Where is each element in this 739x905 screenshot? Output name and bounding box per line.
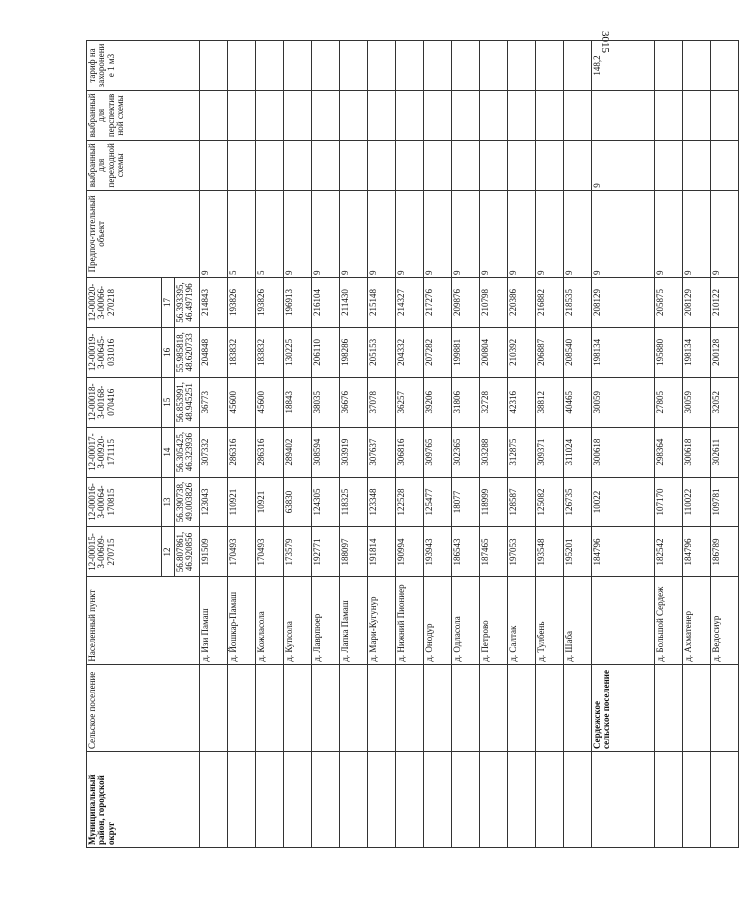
cell-distance: 110022 [683, 477, 711, 527]
table-row [396, 41, 424, 848]
header-municipal: Муниципальный район, городской округ [87, 751, 200, 847]
cell-preferred: 9 [312, 190, 340, 277]
header-tariff: тариф на захоронение 1 м3 [87, 41, 200, 91]
cell-preferred: 9 [424, 190, 452, 277]
cell-perspective [711, 90, 739, 140]
cell-distance: 303919 [340, 427, 368, 477]
cell-distance: 193826 [256, 278, 284, 328]
cell-distance: 38035 [312, 377, 340, 427]
cell-municipal [480, 751, 508, 847]
cell-tariff [228, 41, 256, 91]
cell-municipal [564, 751, 592, 847]
cell-perspective [480, 90, 508, 140]
cell-tariff [340, 41, 368, 91]
cell-distance: 118999 [480, 477, 508, 527]
cell-distance: 216882 [536, 278, 564, 328]
cell-distance: 107170 [655, 477, 683, 527]
cell-distance: 118325 [340, 477, 368, 527]
cell-preferred: 9 [564, 190, 592, 277]
cell-distance: 30059 [592, 377, 655, 427]
table-row [340, 41, 368, 848]
cell-perspective [655, 90, 683, 140]
cell-distance: 10921 [256, 477, 284, 527]
cell-distance: 191509 [200, 527, 228, 577]
cell-distance: 205153 [368, 327, 396, 377]
header-object-id: 12-00017-З-00920-171115 [87, 427, 162, 477]
cell-municipal [284, 751, 312, 847]
cell-settlement [368, 664, 396, 751]
cell-perspective [592, 90, 655, 140]
cell-place: д. Мари-Кугунур [368, 577, 396, 664]
cell-distance: 210392 [508, 327, 536, 377]
cell-place: д. Ахматенер [683, 577, 711, 664]
cell-place: д. Тулбень [536, 577, 564, 664]
cell-tariff [452, 41, 480, 91]
cell-distance: 125082 [536, 477, 564, 527]
cell-distance: 183832 [256, 327, 284, 377]
cell-distance: 309765 [424, 427, 452, 477]
cell-municipal [683, 751, 711, 847]
cell-tariff [368, 41, 396, 91]
cell-place: д. Изи Памаш [200, 577, 228, 664]
cell-perspective [424, 90, 452, 140]
cell-distance: 123043 [200, 477, 228, 527]
cell-distance: 187465 [480, 527, 508, 577]
cell-perspective [536, 90, 564, 140]
header-object-number: 13 [162, 477, 175, 527]
cell-distance: 186789 [711, 527, 739, 577]
cell-place: д. Ведосиур [711, 577, 739, 664]
header-object-id: 12-00018-З-00168-070416 [87, 377, 162, 427]
cell-tariff [200, 41, 228, 91]
cell-distance: 42316 [508, 377, 536, 427]
cell-distance: 188097 [340, 527, 368, 577]
cell-transitional: 9 [592, 140, 655, 190]
cell-preferred: 9 [200, 190, 228, 277]
cell-perspective [452, 90, 480, 140]
cell-distance: 208129 [683, 278, 711, 328]
cell-distance: 211430 [340, 278, 368, 328]
header-object-id: 12-00019-З-00645-031016 [87, 327, 162, 377]
cell-distance: 63830 [284, 477, 312, 527]
cell-distance: 205875 [655, 278, 683, 328]
cell-preferred: 9 [452, 190, 480, 277]
cell-preferred: 9 [368, 190, 396, 277]
cell-distance: 182542 [655, 527, 683, 577]
table-row [228, 41, 256, 848]
cell-transitional [200, 140, 228, 190]
cell-transitional [312, 140, 340, 190]
cell-distance: 184796 [592, 527, 655, 577]
cell-perspective [340, 90, 368, 140]
cell-distance: 198286 [340, 327, 368, 377]
cell-transitional [683, 140, 711, 190]
cell-distance: 218535 [564, 278, 592, 328]
cell-distance: 32052 [711, 377, 739, 427]
header-place: Населенный пункт [87, 577, 200, 664]
header-object-id: 12-00020-З-00066-270218 [87, 278, 162, 328]
cell-transitional [480, 140, 508, 190]
cell-settlement [655, 664, 683, 751]
table-row [256, 41, 284, 848]
cell-distance: 36257 [396, 377, 424, 427]
cell-distance: 193548 [536, 527, 564, 577]
table-row [536, 41, 564, 848]
cell-distance: 110921 [228, 477, 256, 527]
cell-distance: 32728 [480, 377, 508, 427]
table-row [200, 41, 228, 848]
cell-transitional [508, 140, 536, 190]
table-row [452, 41, 480, 848]
cell-perspective [200, 90, 228, 140]
cell-distance: 186543 [452, 527, 480, 577]
cell-distance: 300618 [683, 427, 711, 477]
cell-distance: 307332 [200, 427, 228, 477]
cell-perspective [284, 90, 312, 140]
cell-settlement [340, 664, 368, 751]
cell-perspective [564, 90, 592, 140]
header-transitional: выбранный для переходной схемы [87, 140, 200, 190]
cell-place [592, 577, 655, 664]
cell-place: д. Лаврпюер [312, 577, 340, 664]
cell-place: д. Петрово [480, 577, 508, 664]
cell-distance: 200128 [711, 327, 739, 377]
cell-distance: 193943 [424, 527, 452, 577]
cell-distance: 10022 [592, 477, 655, 527]
header-object-number: 16 [162, 327, 175, 377]
cell-distance: 300618 [592, 427, 655, 477]
cell-preferred: 9 [284, 190, 312, 277]
cell-place: д. Купсола [284, 577, 312, 664]
cell-municipal [228, 751, 256, 847]
cell-distance: 302365 [452, 427, 480, 477]
cell-settlement [424, 664, 452, 751]
cell-distance: 312875 [508, 427, 536, 477]
header-object-coords: 56.390738, 49.003826 [175, 477, 200, 527]
table-row [564, 41, 592, 848]
cell-preferred: 5 [256, 190, 284, 277]
cell-distance: 18077 [452, 477, 480, 527]
cell-tariff: 148,2 [592, 41, 655, 91]
cell-transitional [452, 140, 480, 190]
cell-distance: 298364 [655, 427, 683, 477]
cell-municipal [452, 751, 480, 847]
cell-perspective [368, 90, 396, 140]
cell-distance: 195880 [655, 327, 683, 377]
cell-distance: 206110 [312, 327, 340, 377]
cell-place: д. Лапка Памаш [340, 577, 368, 664]
header-row-ids [87, 41, 162, 848]
cell-settlement [683, 664, 711, 751]
cell-distance: 209876 [452, 278, 480, 328]
cell-distance: 195201 [564, 527, 592, 577]
header-object-coords: 56.305425, 46.323936 [175, 427, 200, 477]
cell-distance: 198134 [683, 327, 711, 377]
cell-distance: 210122 [711, 278, 739, 328]
cell-distance: 38812 [536, 377, 564, 427]
header-settlement: Сельское поселение [87, 664, 200, 751]
cell-municipal [655, 751, 683, 847]
cell-tariff [536, 41, 564, 91]
cell-municipal [368, 751, 396, 847]
cell-perspective [683, 90, 711, 140]
cell-place: д. Шаба [564, 577, 592, 664]
cell-tariff [396, 41, 424, 91]
cell-transitional [711, 140, 739, 190]
cell-settlement: Сердежское сельское поселение [592, 664, 655, 751]
table-row [284, 41, 312, 848]
cell-distance: 130225 [284, 327, 312, 377]
cell-distance: 123348 [368, 477, 396, 527]
cell-municipal [200, 751, 228, 847]
cell-distance: 192771 [312, 527, 340, 577]
header-object-coords: 56.807861, 46.920856 [175, 527, 200, 577]
cell-tariff [655, 41, 683, 91]
cell-place: д. Одласола [452, 577, 480, 664]
cell-perspective [256, 90, 284, 140]
cell-distance: 214327 [396, 278, 424, 328]
cell-tariff [480, 41, 508, 91]
cell-settlement [200, 664, 228, 751]
cell-transitional [424, 140, 452, 190]
cell-municipal [256, 751, 284, 847]
cell-distance: 214843 [200, 278, 228, 328]
cell-distance: 289402 [284, 427, 312, 477]
cell-settlement [452, 664, 480, 751]
distance-table [86, 40, 739, 848]
table-row [424, 41, 452, 848]
cell-place: д. Онодур [424, 577, 452, 664]
cell-settlement [711, 664, 739, 751]
cell-distance: 216104 [312, 278, 340, 328]
cell-municipal [424, 751, 452, 847]
cell-preferred: 9 [480, 190, 508, 277]
cell-distance: 199881 [452, 327, 480, 377]
cell-distance: 126735 [564, 477, 592, 527]
cell-distance: 170493 [256, 527, 284, 577]
cell-settlement [480, 664, 508, 751]
cell-perspective [396, 90, 424, 140]
page-number: 3015 [599, 31, 611, 53]
cell-transitional [340, 140, 368, 190]
table-body [87, 41, 739, 848]
cell-distance: 217276 [424, 278, 452, 328]
header-object-coords: 55.985818, 48.620733 [175, 327, 200, 377]
table-row [592, 41, 655, 848]
cell-preferred: 9 [508, 190, 536, 277]
cell-settlement [564, 664, 592, 751]
header-object-id: 12-00016-З-00064-170815 [87, 477, 162, 527]
cell-municipal [592, 751, 655, 847]
cell-distance: 109781 [711, 477, 739, 527]
cell-tariff [284, 41, 312, 91]
cell-preferred: 9 [396, 190, 424, 277]
header-preferred: Предпоч-тительный объект [87, 190, 200, 277]
cell-municipal [340, 751, 368, 847]
cell-distance: 124305 [312, 477, 340, 527]
cell-tariff [508, 41, 536, 91]
cell-tariff [424, 41, 452, 91]
cell-distance: 308594 [312, 427, 340, 477]
cell-transitional [284, 140, 312, 190]
cell-distance: 200804 [480, 327, 508, 377]
cell-distance: 204848 [200, 327, 228, 377]
table-row [683, 41, 711, 848]
header-object-number: 12 [162, 527, 175, 577]
cell-distance: 45600 [228, 377, 256, 427]
cell-distance: 40465 [564, 377, 592, 427]
cell-distance: 125477 [424, 477, 452, 527]
cell-distance: 204332 [396, 327, 424, 377]
header-object-id: 12-00015-З-00609-270715 [87, 527, 162, 577]
cell-settlement [508, 664, 536, 751]
cell-tariff [564, 41, 592, 91]
cell-distance: 27805 [655, 377, 683, 427]
cell-municipal [711, 751, 739, 847]
cell-municipal [396, 751, 424, 847]
cell-distance: 311024 [564, 427, 592, 477]
cell-transitional [564, 140, 592, 190]
cell-transitional [256, 140, 284, 190]
cell-place: д. Салтак [508, 577, 536, 664]
cell-distance: 208129 [592, 278, 655, 328]
cell-tariff [683, 41, 711, 91]
header-object-coords: 56.393395, 46.497196 [175, 278, 200, 328]
cell-transitional [536, 140, 564, 190]
table-row [655, 41, 683, 848]
header-object-number: 14 [162, 427, 175, 477]
cell-perspective [508, 90, 536, 140]
cell-distance: 193826 [228, 278, 256, 328]
cell-tariff [711, 41, 739, 91]
cell-distance: 215148 [368, 278, 396, 328]
cell-settlement [396, 664, 424, 751]
cell-preferred: 9 [592, 190, 655, 277]
cell-distance: 122528 [396, 477, 424, 527]
cell-distance: 286316 [228, 427, 256, 477]
header-object-coords: 56.853991, 48.945251 [175, 377, 200, 427]
cell-settlement [256, 664, 284, 751]
cell-preferred: 9 [536, 190, 564, 277]
table-row [368, 41, 396, 848]
cell-distance: 183832 [228, 327, 256, 377]
cell-distance: 210798 [480, 278, 508, 328]
cell-distance: 307637 [368, 427, 396, 477]
table-row [312, 41, 340, 848]
cell-distance: 196913 [284, 278, 312, 328]
cell-distance: 36773 [200, 377, 228, 427]
cell-settlement [312, 664, 340, 751]
cell-transitional [228, 140, 256, 190]
cell-distance: 197053 [508, 527, 536, 577]
cell-tariff [256, 41, 284, 91]
cell-distance: 37078 [368, 377, 396, 427]
header-object-number: 17 [162, 278, 175, 328]
cell-perspective [312, 90, 340, 140]
header-perspective: выбранный для перспективной схемы [87, 90, 200, 140]
cell-place: д. Йошкар-Памаш [228, 577, 256, 664]
header-object-number: 15 [162, 377, 175, 427]
cell-municipal [312, 751, 340, 847]
cell-distance: 30059 [683, 377, 711, 427]
cell-tariff [312, 41, 340, 91]
cell-perspective [228, 90, 256, 140]
cell-distance: 303288 [480, 427, 508, 477]
cell-distance: 36676 [340, 377, 368, 427]
cell-distance: 206887 [536, 327, 564, 377]
cell-distance: 208540 [564, 327, 592, 377]
cell-distance: 31806 [452, 377, 480, 427]
cell-settlement [228, 664, 256, 751]
cell-distance: 302611 [711, 427, 739, 477]
cell-distance: 191814 [368, 527, 396, 577]
cell-distance: 173579 [284, 527, 312, 577]
table-row [711, 41, 739, 848]
cell-distance: 306816 [396, 427, 424, 477]
cell-preferred: 5 [228, 190, 256, 277]
cell-distance: 190994 [396, 527, 424, 577]
cell-distance: 286316 [256, 427, 284, 477]
cell-distance: 198134 [592, 327, 655, 377]
cell-place: д. Нижний Пиониер [396, 577, 424, 664]
cell-transitional [396, 140, 424, 190]
cell-settlement [284, 664, 312, 751]
cell-municipal [536, 751, 564, 847]
cell-distance: 18843 [284, 377, 312, 427]
cell-settlement [536, 664, 564, 751]
cell-transitional [368, 140, 396, 190]
cell-distance: 45600 [256, 377, 284, 427]
cell-distance: 39206 [424, 377, 452, 427]
cell-preferred: 9 [711, 190, 739, 277]
table-row [508, 41, 536, 848]
cell-distance: 170493 [228, 527, 256, 577]
cell-distance: 220386 [508, 278, 536, 328]
cell-municipal [508, 751, 536, 847]
cell-preferred: 9 [683, 190, 711, 277]
cell-preferred: 9 [655, 190, 683, 277]
cell-distance: 207282 [424, 327, 452, 377]
cell-transitional [655, 140, 683, 190]
cell-place: д. Большой Сердеж [655, 577, 683, 664]
cell-distance: 309371 [536, 427, 564, 477]
cell-distance: 128587 [508, 477, 536, 527]
cell-distance: 184796 [683, 527, 711, 577]
cell-place: д. Кожласола [256, 577, 284, 664]
cell-preferred: 9 [340, 190, 368, 277]
table-row [480, 41, 508, 848]
